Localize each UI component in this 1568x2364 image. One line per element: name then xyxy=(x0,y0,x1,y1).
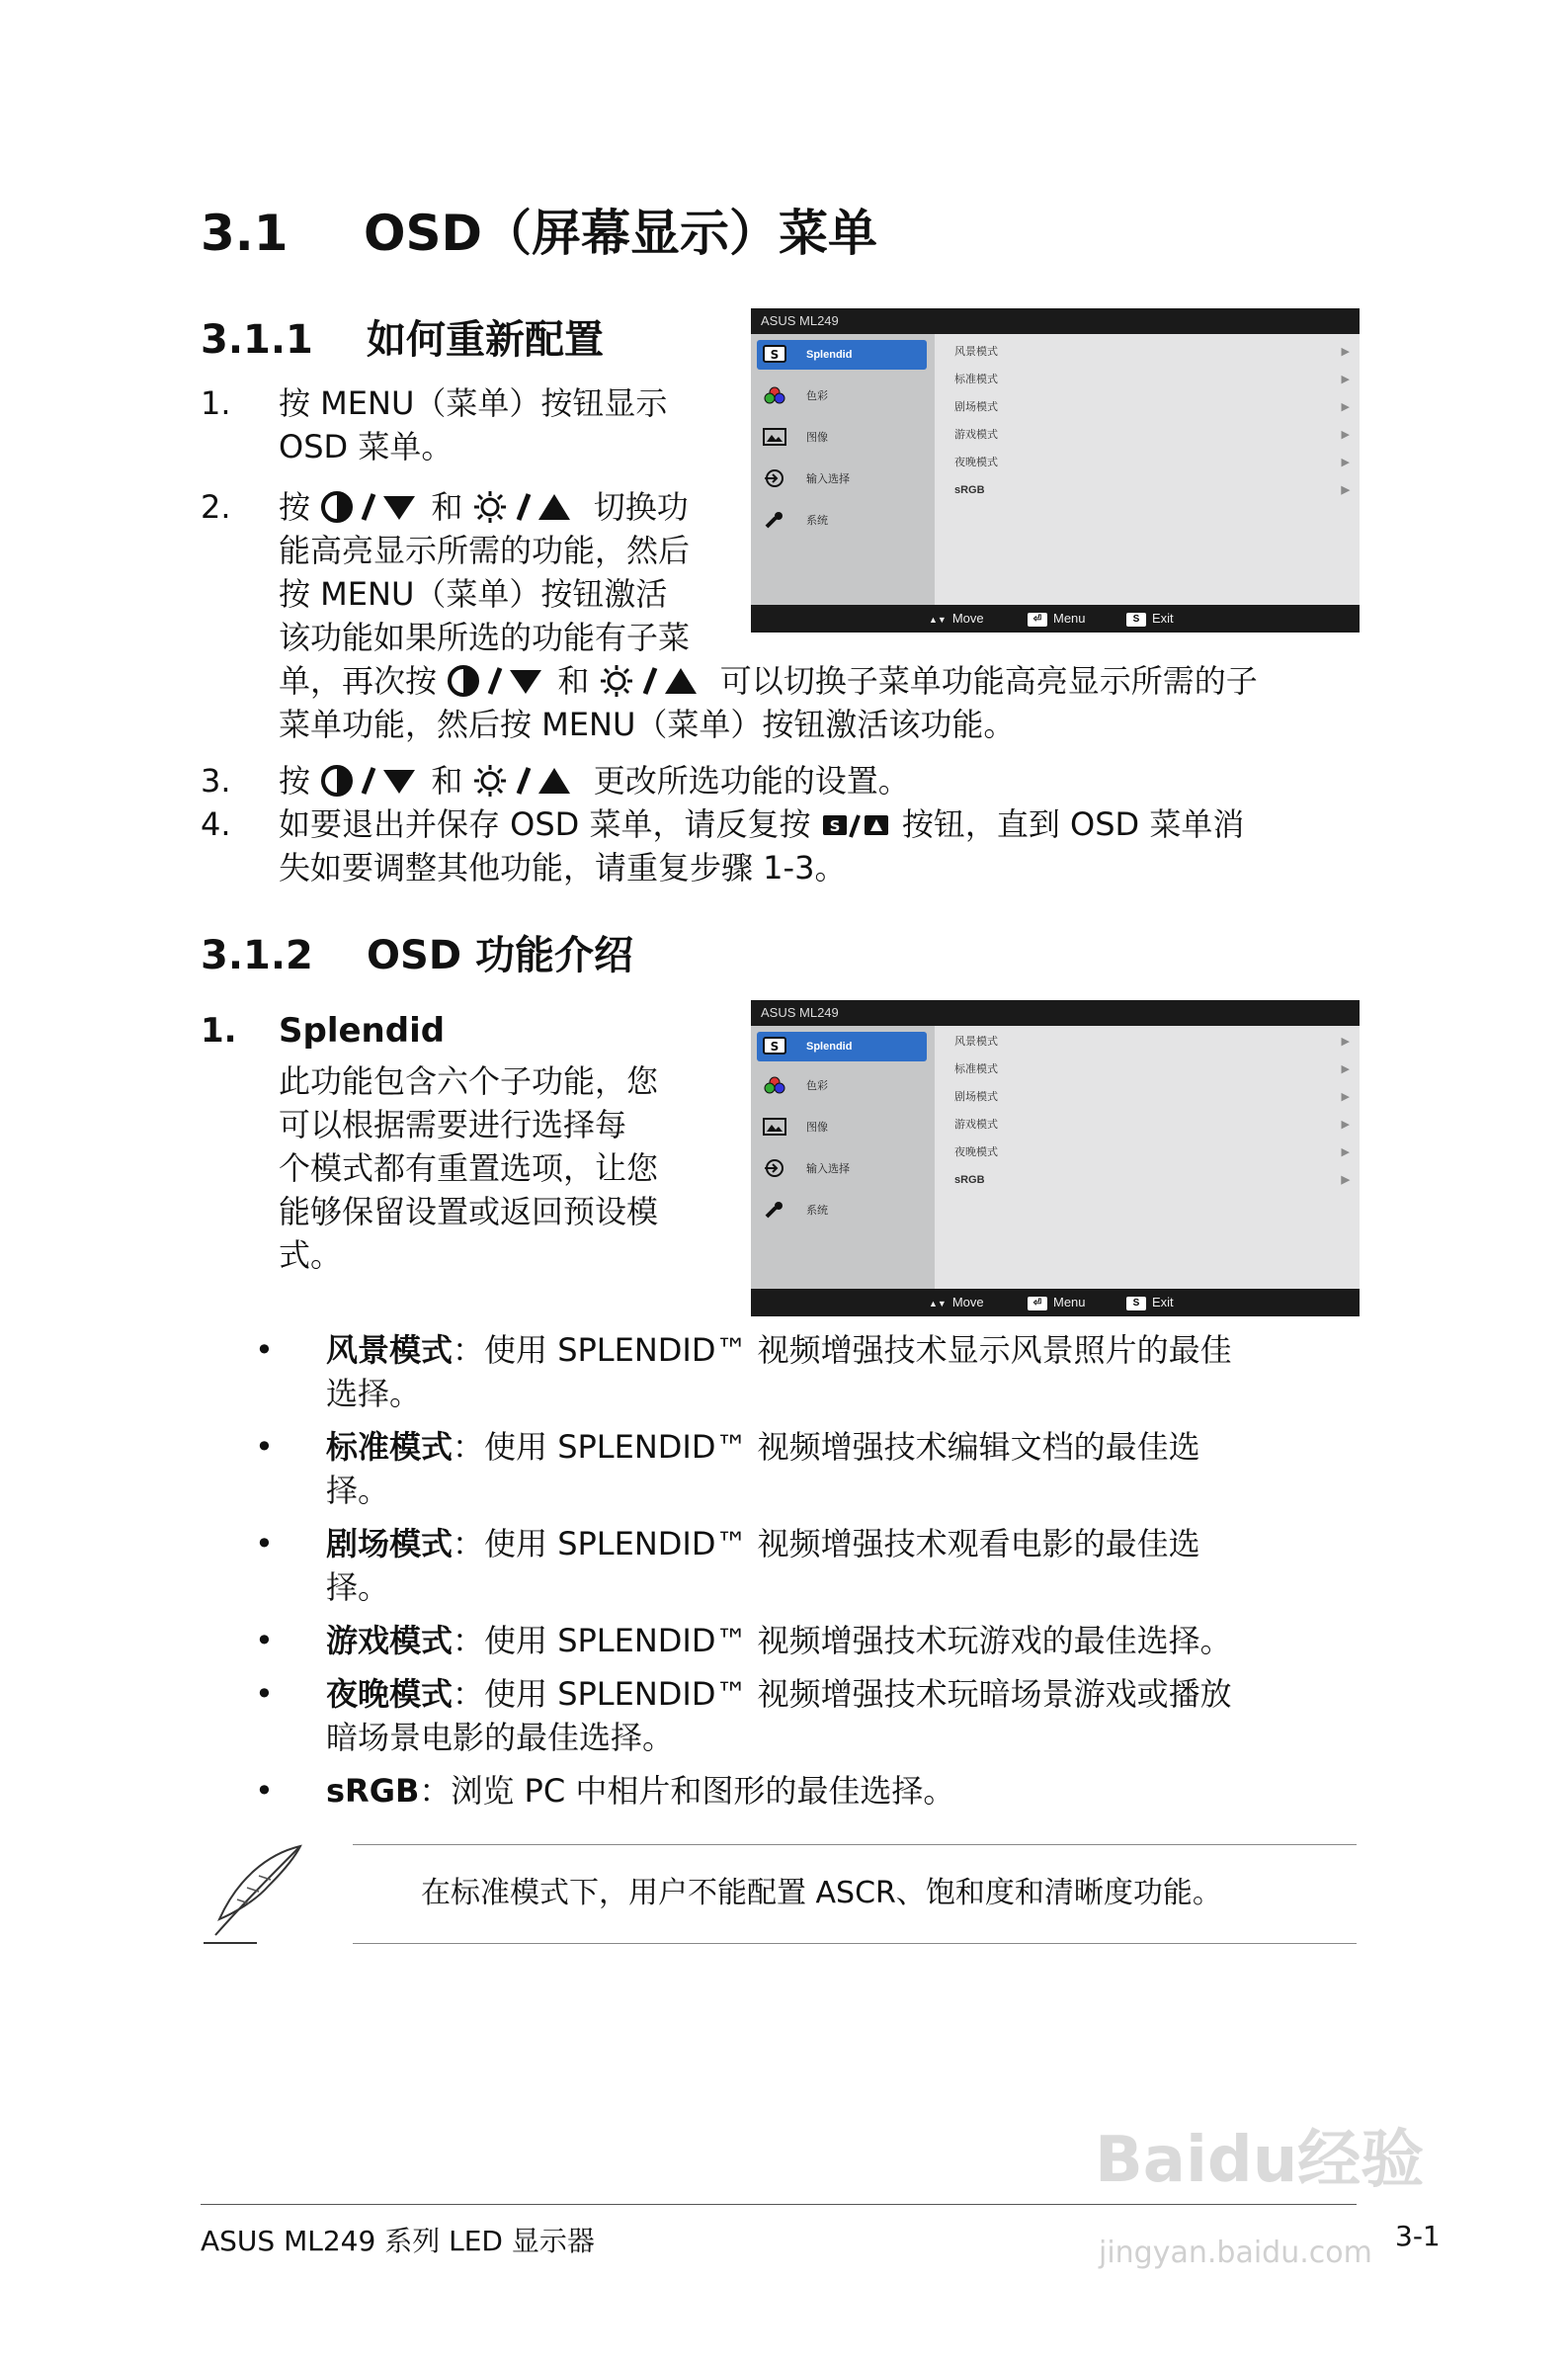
osd-submenu-item[interactable] xyxy=(954,1055,1350,1083)
osd-move-label: Move xyxy=(951,611,984,626)
watermark-url: jingyan.baidu.com xyxy=(1099,2236,1372,2270)
up-down-icon: ▲▼ xyxy=(929,615,947,625)
step-1-line-1: 按 MENU（菜单）按钮显示 xyxy=(279,384,668,422)
section-number: 3.1 xyxy=(201,205,289,262)
osd-menu-label: 输入选择 xyxy=(806,473,850,485)
svg-text:S: S xyxy=(770,348,780,362)
page-number: 3-1 xyxy=(1395,2220,1441,2252)
osd-submenu xyxy=(935,334,1360,605)
step-3-change: 更改所选功能的设置。 xyxy=(593,762,910,800)
osd-submenu-label: 夜晚模式 xyxy=(954,1146,998,1158)
osd-submenu-item[interactable] xyxy=(954,1111,1350,1139)
splendid-desc-4: 能够保留设置或返回预设模 xyxy=(279,1193,659,1230)
osd-submenu-label: 游戏模式 xyxy=(954,1119,998,1131)
exit-key-icon: S xyxy=(1126,1297,1146,1310)
splendid-desc-3: 个模式都有重置选项，让您 xyxy=(279,1149,659,1187)
bullet-icon: • xyxy=(255,1525,274,1562)
bullet-icon: • xyxy=(255,1331,274,1369)
brightness-up-icon xyxy=(473,764,584,798)
osd-submenu-label: 标准模式 xyxy=(954,1063,998,1075)
section-title xyxy=(201,194,877,265)
contrast-down-icon xyxy=(447,664,547,698)
mode-text: ：使用 SPLENDID™ 视频增强技术编辑文档的最佳选 xyxy=(453,1428,1200,1466)
wrench-icon xyxy=(763,1201,786,1219)
mode-name: 游戏模式 xyxy=(326,1622,454,1659)
osd-move-label: Move xyxy=(951,1295,984,1309)
osd-title-bar xyxy=(751,1000,1360,1026)
step-4-line-1 xyxy=(279,802,1244,846)
step-1-number: 1. xyxy=(201,384,231,422)
osd-menu-splendid[interactable] xyxy=(757,1032,927,1061)
osd-submenu-label: 风景模式 xyxy=(954,346,998,358)
osd-menu-label: Splendid xyxy=(806,349,853,361)
mode-text: ：使用 SPLENDID™ 视频增强技术玩游戏的最佳选择。 xyxy=(453,1622,1232,1659)
osd-menu-label: 色彩 xyxy=(806,390,828,402)
step-2-line-5 xyxy=(279,659,1258,703)
osd-submenu-label: 标准模式 xyxy=(954,374,998,385)
bullet-icon: • xyxy=(255,1622,274,1659)
subsection-312-title xyxy=(201,924,633,980)
osd-move-hint xyxy=(929,605,984,633)
mode-landscape xyxy=(326,1328,1232,1372)
splendid-desc-2: 可以根据需要进行选择每 xyxy=(279,1106,627,1143)
osd-submenu-item[interactable] xyxy=(954,1166,1350,1194)
image-icon xyxy=(763,1118,786,1136)
mode-theater-cont: 择。 xyxy=(326,1568,390,1606)
mode-night-cont: 暗场景电影的最佳选择。 xyxy=(326,1719,675,1756)
osd-menu-color[interactable] xyxy=(757,1071,927,1101)
splendid-desc-5: 式。 xyxy=(279,1236,343,1274)
osd-submenu-item[interactable] xyxy=(954,1083,1350,1111)
note-top-rule xyxy=(353,1844,1357,1845)
mode-night xyxy=(326,1672,1232,1716)
mode-standard-cont: 择。 xyxy=(326,1472,390,1509)
chevron-right-icon: ▶ xyxy=(1341,1119,1350,1131)
osd-menu-label: 系统 xyxy=(806,1205,828,1217)
step-2-line-2: 能高亮显示所需的功能，然后 xyxy=(279,532,691,569)
chevron-right-icon: ▶ xyxy=(1341,374,1350,385)
wrench-icon xyxy=(763,511,786,529)
osd-main-menu xyxy=(751,1026,935,1289)
subsection-311-number: 3.1.1 xyxy=(201,317,313,363)
image-icon xyxy=(763,428,786,446)
osd-menu-label: Splendid xyxy=(806,1041,853,1053)
osd-menu-label: 色彩 xyxy=(806,1080,828,1092)
osd-submenu-item[interactable] xyxy=(954,1139,1350,1166)
osd-submenu-item[interactable] xyxy=(954,393,1350,421)
exit-key-icon: S xyxy=(1126,613,1146,627)
osd-exit-label: Exit xyxy=(1152,611,1174,626)
osd-model: ASUS ML249 xyxy=(761,313,839,328)
step-4-text: 如要退出并保存 OSD 菜单，请反复按 xyxy=(279,805,811,843)
osd-menu-image[interactable] xyxy=(757,423,927,453)
osd-submenu-label: 风景模式 xyxy=(954,1036,998,1048)
mode-name: 标准模式 xyxy=(326,1428,454,1466)
osd-submenu-item[interactable] xyxy=(954,449,1350,476)
step-3-number: 3. xyxy=(201,762,231,800)
osd-menu-image[interactable] xyxy=(757,1113,927,1142)
splendid-item-title: Splendid xyxy=(279,1011,446,1051)
osd-submenu xyxy=(935,1026,1360,1289)
step-2-switch: 切换功 xyxy=(593,488,689,526)
chevron-right-icon: ▶ xyxy=(1341,401,1350,413)
bullet-icon: • xyxy=(255,1772,274,1810)
mode-text: ：使用 SPLENDID™ 视频增强技术玩暗场景游戏或播放 xyxy=(453,1675,1232,1713)
mode-theater xyxy=(326,1522,1200,1565)
step-3-press: 按 xyxy=(279,762,311,800)
input-select-icon xyxy=(763,469,786,487)
splendid-item-number: 1. xyxy=(201,1011,237,1051)
osd-model: ASUS ML249 xyxy=(761,1005,839,1020)
chevron-right-icon: ▶ xyxy=(1341,429,1350,441)
splendid-icon xyxy=(763,345,786,363)
section-title-text: OSD（屏幕显示）菜单 xyxy=(364,205,878,262)
footer-rule xyxy=(201,2204,1357,2205)
osd-submenu-label: 夜晚模式 xyxy=(954,457,998,468)
step-2-line-1 xyxy=(279,485,689,529)
chevron-right-icon: ▶ xyxy=(1341,484,1350,496)
osd-submenu-item[interactable] xyxy=(954,338,1350,366)
osd-menu-label: 图像 xyxy=(806,432,828,444)
osd-submenu-label: 游戏模式 xyxy=(954,429,998,441)
osd-menu-hint xyxy=(1028,1289,1086,1316)
chevron-right-icon: ▶ xyxy=(1341,457,1350,468)
osd-menu-system[interactable] xyxy=(757,506,927,536)
subsection-311-title xyxy=(201,308,604,365)
bullet-icon: • xyxy=(255,1428,274,1466)
osd-menu-input[interactable] xyxy=(757,1154,927,1184)
brightness-up-icon xyxy=(600,664,710,698)
color-icon xyxy=(763,1076,786,1094)
osd-submenu-item[interactable] xyxy=(954,421,1350,449)
subsection-312-number: 3.1.2 xyxy=(201,933,313,978)
osd-submenu-label: 剧场模式 xyxy=(954,401,998,413)
mode-landscape-cont: 选择。 xyxy=(326,1375,422,1412)
osd-menu-key-label: Menu xyxy=(1053,1295,1086,1309)
mode-text: ：浏览 PC 中相片和图形的最佳选择。 xyxy=(419,1772,955,1810)
osd-menu-label: 系统 xyxy=(806,515,828,527)
mode-name: 夜晚模式 xyxy=(326,1675,454,1713)
osd-menu-system[interactable] xyxy=(757,1196,927,1225)
mode-text: ：使用 SPLENDID™ 视频增强技术观看电影的最佳选 xyxy=(453,1525,1200,1562)
mode-srgb xyxy=(326,1769,954,1813)
osd-footer-bar xyxy=(751,605,1360,633)
splendid-auto-button-icon xyxy=(821,811,892,841)
menu-key-icon: ⏎ xyxy=(1028,1297,1047,1310)
step-3-and: 和 xyxy=(431,762,463,800)
subsection-311-text: 如何重新配置 xyxy=(367,317,604,363)
osd-move-hint xyxy=(929,1289,984,1317)
step-4-line-2: 失如要调整其他功能，请重复步骤 1-3。 xyxy=(279,849,847,886)
step-2-line-4: 该功能如果所选的功能有子菜 xyxy=(279,619,691,656)
feather-note-icon xyxy=(198,1840,308,1951)
step-4-number: 4. xyxy=(201,805,231,843)
chevron-right-icon: ▶ xyxy=(1341,1146,1350,1158)
step-2-and: 和 xyxy=(431,488,463,526)
chevron-right-icon: ▶ xyxy=(1341,346,1350,358)
step-2-switch-sub: 可以切换子菜单功能高亮显示所需的子 xyxy=(719,662,1258,700)
step-2-line-3: 按 MENU（菜单）按钮激活 xyxy=(279,575,668,613)
step-2-line-6: 菜单功能，然后按 MENU（菜单）按钮激活该功能。 xyxy=(279,706,1016,743)
osd-submenu-item[interactable] xyxy=(954,366,1350,393)
osd-menu-hint xyxy=(1028,605,1086,633)
svg-text:S: S xyxy=(829,817,841,835)
osd-submenu-label: sRGB xyxy=(954,1174,985,1186)
step-2-press: 按 xyxy=(279,488,311,526)
osd-exit-hint xyxy=(1126,1289,1174,1316)
bullet-icon: • xyxy=(255,1675,274,1713)
osd-submenu-item[interactable] xyxy=(954,1028,1350,1055)
step-2-again: 单，再次按 xyxy=(279,662,438,700)
step-4-text-2: 按钮，直到 OSD 菜单消 xyxy=(901,805,1245,843)
mode-name: sRGB xyxy=(326,1772,420,1810)
step-3-line xyxy=(279,759,910,802)
mode-game xyxy=(326,1619,1232,1662)
osd-menu-input[interactable] xyxy=(757,464,927,494)
brightness-up-icon xyxy=(473,490,584,524)
osd-title-bar xyxy=(751,308,1360,334)
note-bottom-rule xyxy=(353,1943,1357,1944)
chevron-right-icon: ▶ xyxy=(1341,1063,1350,1075)
osd-menu-label: 输入选择 xyxy=(806,1163,850,1175)
osd-main-menu xyxy=(751,334,935,605)
osd-menu-screenshot-1 xyxy=(751,308,1360,633)
osd-menu-key-label: Menu xyxy=(1053,611,1086,626)
mode-name: 剧场模式 xyxy=(326,1525,454,1562)
osd-menu-screenshot-2 xyxy=(751,1000,1360,1316)
osd-submenu-item[interactable] xyxy=(954,476,1350,504)
mode-name: 风景模式 xyxy=(326,1331,454,1369)
splendid-desc-1: 此功能包含六个子功能，您 xyxy=(279,1062,659,1100)
osd-menu-label: 图像 xyxy=(806,1122,828,1134)
input-select-icon xyxy=(763,1159,786,1177)
chevron-right-icon: ▶ xyxy=(1341,1036,1350,1048)
svg-text:S: S xyxy=(770,1040,780,1054)
osd-submenu-label: sRGB xyxy=(954,484,985,496)
footer-title: ASUS ML249 系列 LED 显示器 xyxy=(201,2225,595,2257)
contrast-down-icon xyxy=(320,764,421,798)
osd-menu-color[interactable] xyxy=(757,381,927,411)
note-text: 在标准模式下，用户不能配置 ASCR、饱和度和清晰度功能。 xyxy=(421,1876,1222,1910)
chevron-right-icon: ▶ xyxy=(1341,1174,1350,1186)
up-down-icon: ▲▼ xyxy=(929,1299,947,1309)
mode-standard xyxy=(326,1425,1200,1469)
menu-key-icon: ⏎ xyxy=(1028,613,1047,627)
contrast-down-icon xyxy=(320,490,421,524)
osd-footer-bar xyxy=(751,1289,1360,1316)
step-2-number: 2. xyxy=(201,488,231,526)
osd-menu-splendid[interactable] xyxy=(757,340,927,370)
osd-exit-label: Exit xyxy=(1152,1295,1174,1309)
step-2-and-2: 和 xyxy=(557,662,590,700)
chevron-right-icon: ▶ xyxy=(1341,1091,1350,1103)
step-1-line-2: OSD 菜单。 xyxy=(279,428,454,465)
osd-exit-hint xyxy=(1126,605,1174,633)
subsection-312-text: OSD 功能介绍 xyxy=(367,933,633,978)
watermark-brand: Baidu经验 xyxy=(1095,2124,1425,2197)
splendid-icon xyxy=(763,1037,786,1055)
color-icon xyxy=(763,386,786,404)
osd-submenu-label: 剧场模式 xyxy=(954,1091,998,1103)
mode-text: ：使用 SPLENDID™ 视频增强技术显示风景照片的最佳 xyxy=(453,1331,1232,1369)
